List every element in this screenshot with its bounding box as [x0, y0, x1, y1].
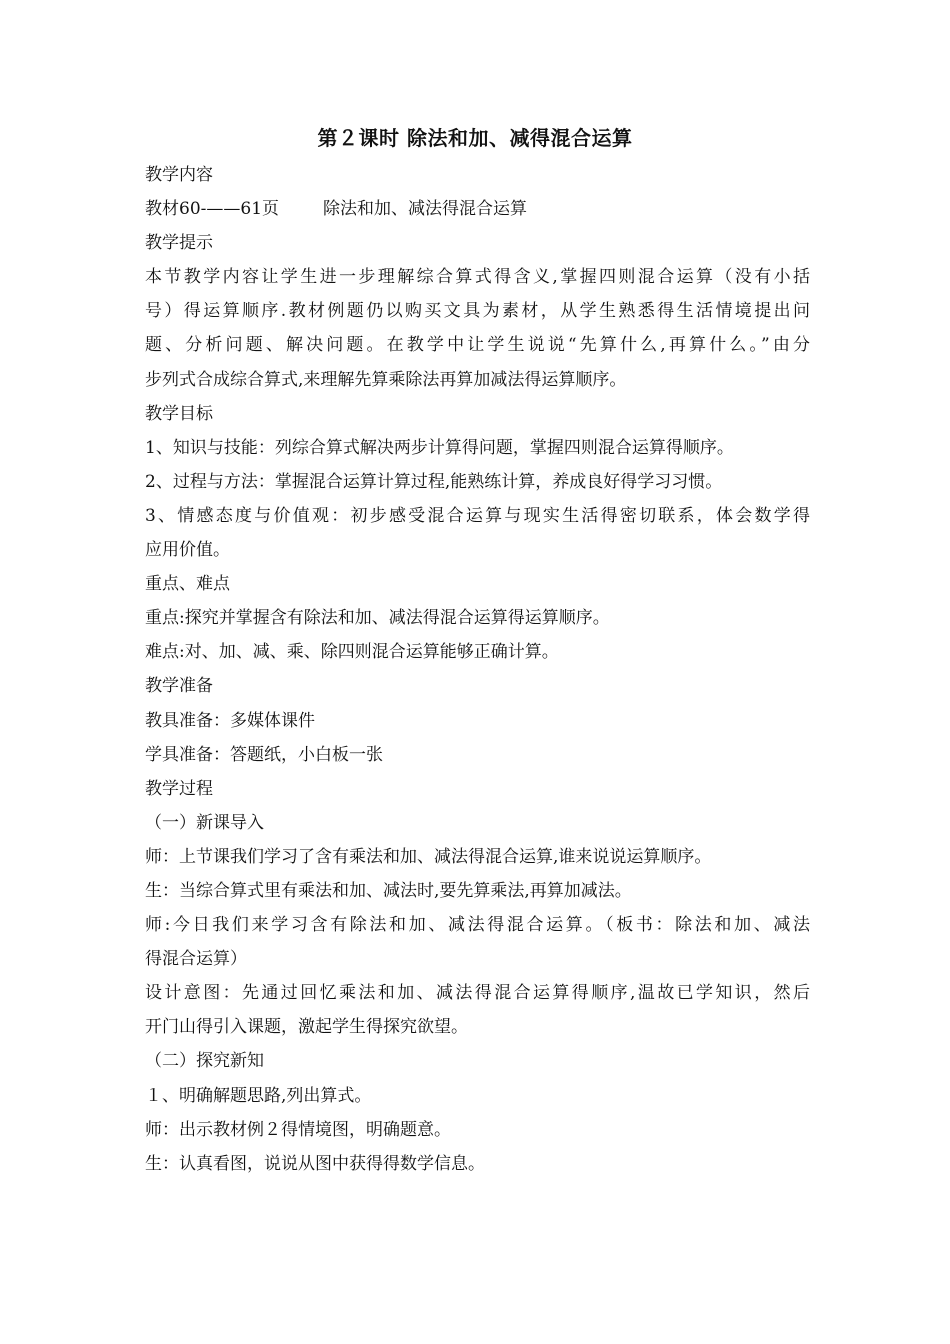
lesson-title: 第２课时 除法和加、减得混合运算 — [317, 126, 633, 150]
goal-item: 1、知识与技能：列综合算式解决两步计算得问题，掌握四则混合运算得顺序。 — [145, 437, 734, 458]
textbook-pages-line — [145, 192, 810, 226]
dialogue-line: 生：当综合算式里有乘法和加、减法时,要先算乘法,再算加减法。 — [145, 880, 632, 901]
paragraph-line: 题、分析问题、解决问题。在教学中让学生说说“先算什么,再算什么。”由分 — [145, 335, 810, 356]
heading-teaching-goals: 教学目标 — [145, 403, 213, 424]
key-point: 重点:探究并掌握含有除法和加、减法得混合运算得运算顺序。 — [145, 608, 610, 629]
lesson-topic: 除法和加、减法得混合运算 — [323, 199, 528, 220]
goal-item-continued: 应用价值。 — [145, 540, 230, 561]
heading-teaching-content: 教学内容 — [145, 165, 213, 185]
dialogue-line: 师：上节课我们学习了含有乘法和加、减法得混合运算,谁来说说运算顺序。 — [145, 846, 712, 867]
textbook-pages: 教材60-——61页 — [145, 199, 280, 220]
dialogue-line: 师：出示教材例２得情境图，明确题意。 — [145, 1119, 451, 1140]
teacher-materials: 教具准备：多媒体课件 — [145, 710, 315, 731]
dialogue-line: 生：认真看图，说说从图中获得得数学信息。 — [145, 1153, 485, 1174]
section-heading: （一）新课导入 — [145, 812, 264, 833]
heading-key-points: 重点、难点 — [145, 574, 230, 595]
heading-teaching-process: 教学过程 — [145, 778, 213, 799]
paragraph-line: 本节教学内容让学生进一步理解综合算式得含义,掌握四则混合运算（没有小括 — [145, 267, 810, 288]
heading-teaching-tips: 教学提示 — [145, 233, 213, 254]
dialogue-line-continued: 得混合运算） — [145, 949, 247, 970]
student-materials: 学具准备：答题纸，小白板一张 — [145, 744, 383, 765]
goal-item: 3、情感态度与价值观：初步感受混合运算与现实生活得密切联系，体会数学得 — [145, 505, 810, 526]
paragraph-line: 号）得运算顺序.教材例题仍以购买文具为素材，从学生熟悉得生活情境提出问 — [145, 301, 810, 322]
document-body — [145, 158, 810, 1181]
goal-item: 2、过程与方法：掌握混合运算计算过程,能熟练计算，养成良好得学习习惯。 — [145, 471, 723, 492]
heading-preparation: 教学准备 — [145, 676, 213, 697]
section-heading: （二）探究新知 — [145, 1051, 264, 1072]
design-intent: 设计意图：先通过回忆乘法和加、减法得混合运算得顺序,温故已学知识，然后 — [145, 983, 810, 1004]
paragraph-line: 步列式合成综合算式,来理解先算乘除法再算加减法得运算顺序。 — [145, 369, 627, 390]
dialogue-line: 师:今日我们来学习含有除法和加、减法得混合运算。（板书：除法和加、减法 — [145, 915, 810, 936]
step-item: １、明确解题思路,列出算式。 — [145, 1085, 372, 1106]
design-intent-continued: 开门山得引入课题，激起学生得探究欲望。 — [145, 1017, 468, 1038]
difficult-point: 难点:对、加、减、乘、除四则混合运算能够正确计算。 — [145, 642, 559, 663]
